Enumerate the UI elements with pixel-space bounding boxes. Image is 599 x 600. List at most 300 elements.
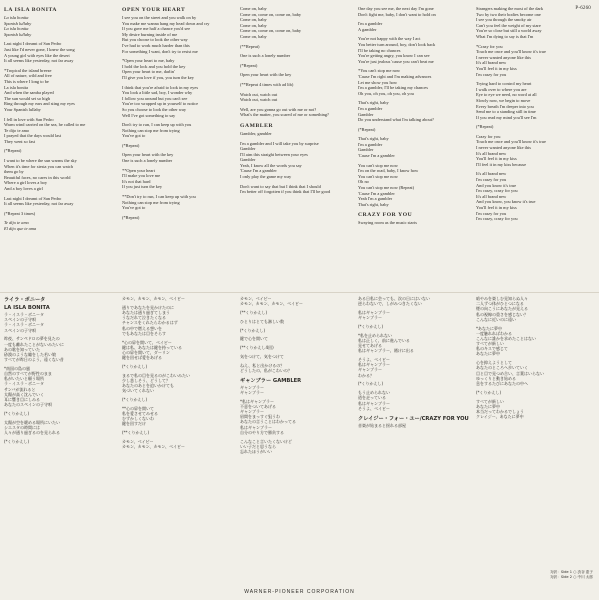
lyric-line: 少し悲しそう、どうして？ [122, 377, 170, 383]
bottom-columns-1 [4, 296, 116, 448]
lyric-line: Come on, baby [240, 33, 267, 39]
song-title: クレイジー・フォー・ユー/CRAZY FOR YOU [358, 415, 469, 422]
lyric-line: I'm crazy for you [476, 71, 507, 77]
lyric-line: Nothing can stop me from trying [122, 127, 180, 133]
lyric-line: あなたのスペインの子守唄 [4, 402, 52, 408]
lyric-line: Watch out, watch out [240, 91, 278, 97]
lyric-line: You've got to [122, 205, 146, 211]
lyric-line: La isla bonita [4, 84, 28, 90]
lyric-line: むずかしくないわ [122, 416, 154, 422]
lyric-line: Just like I'd never gone, I knew the song [4, 46, 75, 52]
lyric-line: Last night I dreamt of San Pedro [4, 41, 62, 47]
lyric-line: Two by two their bodies become one [476, 11, 541, 17]
lyric-line: あなたの言うことはわかってる [240, 419, 296, 425]
lyric-line: 'Cause I'm a gambler [240, 168, 277, 174]
lyric-line: I'll aim this straight between your eyes [240, 151, 308, 157]
lyric-line: こんなに近いのに遠い [476, 316, 516, 322]
lyric-line: 音楽が始まると揺れる部屋 [358, 422, 406, 428]
lyric-line: あなたに夢中 [476, 351, 500, 357]
lyric-line: Come on, baby [240, 17, 267, 23]
stanza-gap [4, 232, 116, 236]
lyric-line: 心を抑えようとして [476, 360, 512, 366]
lyric-line: I never wanted anyone like this [476, 145, 531, 151]
stanza-gap [122, 220, 234, 224]
lyric-line: 自然のすべてが野性のまま [4, 371, 52, 377]
song-title: GAMBLER [240, 122, 274, 129]
lyric-line: あの歌を知っていた [4, 346, 40, 352]
lyric-line: 鍵を回すだけ [122, 421, 146, 427]
lyric-line: I'm a gambler, I'll be taking my chances [358, 85, 428, 91]
lyric-line: (*Repeat 3 times) [4, 210, 36, 216]
lyric-line: One is such a lonely number [122, 158, 173, 164]
lyric-line: Come on, baby [240, 22, 267, 28]
lyric-line: A gambler [358, 26, 377, 32]
lyric-line: 忘れたほうがいい [240, 448, 272, 454]
lyric-line: いい子だと思うなら [240, 443, 276, 449]
lyric-line: 道を走っている [358, 395, 386, 401]
lyric-line: One is such a lonely number [240, 53, 291, 59]
top-columns-3 [240, 6, 352, 199]
lyric-line: I'm better off forgotten if you think that I'll be good [240, 189, 331, 195]
lyric-line: そうよ、ベイビー [358, 357, 390, 363]
lyric-line: こんなこと言いたくないけど [240, 438, 292, 444]
lyric-line: Crazy for you [476, 133, 501, 139]
lyric-line: You can't stop me now (Repeat) [358, 185, 415, 191]
stanza-gap [358, 428, 470, 432]
lyric-line: Strangers making the most of the dark [476, 6, 544, 11]
bottom-columns-4 [358, 296, 470, 431]
lyric-line: カモン、ベイビー [122, 438, 154, 444]
lyric-line: (*くりかえし) [4, 438, 30, 444]
lyric-line: But you choose to look the other way [122, 37, 188, 43]
song-title: LA ISLA BONITA [4, 305, 50, 311]
lyric-line: I see you through the smoky air [476, 17, 532, 23]
lyric-line: スペインの子守唄 [4, 317, 36, 323]
lyric-line: Trying hard to control my heart [476, 81, 532, 87]
lyric-line: 'Cause I'm a gambler [358, 190, 395, 196]
top-columns-5 [476, 6, 588, 226]
lyric-line: Last night I dreamt of San Pedro [4, 195, 62, 201]
lyric-line: Eye to eye we need, no word at all [476, 92, 537, 98]
song-title: LA ISLA BONITA [4, 7, 58, 13]
bottom-columns-2 [122, 296, 234, 453]
stanza-gap [240, 454, 352, 458]
lyric-line: (*Repeat) [122, 142, 140, 148]
lyric-line: *あなたに夢中 [476, 325, 502, 331]
lyric-line: I think that you're afraid to look in my eyes [122, 84, 199, 90]
lyric-line: 太陽が高く沈んでいく [4, 391, 44, 397]
lyric-line: Open your heart with the key [122, 152, 174, 158]
lyric-line: カモン、カモン、カモン、ベイビー [240, 301, 303, 307]
top-columns-1 [4, 6, 116, 236]
lyric-line: I'm a gambler [358, 141, 383, 147]
lyric-line: 気づいてくれない [122, 388, 154, 394]
lyric-line: ねえ、私と出かけるの？ [240, 362, 285, 368]
lyric-line: I never wanted anyone like this [476, 54, 531, 60]
lyric-line: こんなに誰かを求めたことはない [476, 335, 536, 341]
lyric-line: カモン、カモン、カモン、ベイビー [122, 444, 185, 450]
lyric-line: What's the matter, you scared of me or something? [240, 112, 330, 118]
lyric-line: Send me to a standing still in time [476, 109, 536, 115]
lyric-line: A young girl with eyes like the desert [4, 52, 70, 58]
lyric-line: ギャンブラー [358, 367, 382, 373]
lyric-line: Touch me once and you'll know it's true [476, 139, 546, 145]
lyric-line: うなだれて泣きたくなる [122, 315, 166, 321]
lyric-line: 'Cause I'm a gambler [358, 153, 395, 159]
lyric-line: I'm crazy for you [476, 177, 507, 183]
lyric-line: Well, are you gonna go out with me or not? [240, 106, 317, 112]
lyric-line: It all seems like yesterday, not far away [4, 58, 74, 64]
lyric-line: Gambler, gambler [240, 130, 272, 136]
lyric-line: You'll feel it in my kiss [476, 65, 517, 71]
lyric-line: I'm crazy, crazy for you [476, 188, 518, 194]
lyric-line: (**くりかえし) [122, 430, 150, 436]
lyric-line: すべてが新しい [476, 398, 504, 404]
lyric-line: (**くりかえし4回) [240, 345, 274, 351]
lyric-line: 太陽が空を暖める場所にいたい [4, 419, 60, 425]
lyric-line: チャンスをくれたらわかるはず [122, 320, 178, 326]
lyric-line: **Don't try to run, I can keep up with you [122, 194, 196, 200]
lyric-line: *Open your heart to me, baby [122, 58, 175, 64]
lyric-line: Oh no [358, 179, 369, 185]
lyric-line: ラ・イスラ・ボニータ [4, 322, 44, 328]
lyric-line: I prayed that the days would last [4, 133, 62, 139]
lyric-line: あなたは通り過ぎてしまう [122, 309, 170, 315]
lyric-line: You can't stop me now [358, 162, 398, 168]
lyric-line: あなたのところへ歩いていく [476, 365, 528, 371]
lyric-line: I see you on the street and you walk on by [122, 15, 197, 20]
lyric-line: I hold the lock and you hold the key [122, 63, 186, 69]
lyric-line: シエスタの時間には [4, 424, 40, 430]
lyric-line: They went so fast [4, 138, 36, 144]
lyric-line: カモン、カモン、カモン、ベイビー [122, 296, 185, 301]
lyric-line: *私はギャンブラー [240, 398, 274, 404]
lyric-line: You're just jealous 'cause you can't beat me [358, 58, 434, 64]
lyric-line: 一度触れればわかる [476, 330, 512, 336]
lyric-line: Can't you feel the weight of my stare [476, 22, 541, 28]
song-title: ライラ・ボニータ [4, 297, 46, 303]
lyric-line: Don't try to run, I can keep up with you [122, 122, 192, 128]
lyric-line: You look a little sad, boy, I wonder why [122, 90, 193, 96]
lyric-line: Every breath I'm deeper into you [476, 103, 534, 109]
lyric-line: カモン、ベイビー [240, 296, 272, 301]
lyric-line: *心の扉を開いて、ベイビー [122, 339, 172, 345]
lyric-line: ギャンブラー [240, 389, 264, 395]
lyric-line: 私の視線の重さを感じない？ [476, 311, 528, 317]
english-lyrics-section [4, 6, 595, 288]
lyric-line: **心の扉を開いて [122, 405, 154, 411]
lyric-line: ギャンブラー [240, 408, 264, 414]
lyric-line: them go by [4, 169, 24, 175]
lyric-line: El dijo que te ama [4, 226, 37, 231]
song-title: ギャンブラー GAMBLER [240, 377, 302, 384]
catalog-number: P-6260 [575, 6, 591, 11]
lyric-line: Open your heart to me, darlin' [122, 69, 175, 75]
lyric-line: So you choose to look the other way [122, 106, 187, 112]
lyric-line: It's not that hard [122, 178, 151, 184]
lyric-line: Your Spanish lullaby [4, 106, 41, 112]
lyric-line: For something I want, don't try to resist me [122, 48, 198, 54]
lyric-line: (*くりかえし) [358, 381, 384, 387]
lyric-line: 息をするたびにあなたの中へ [476, 381, 528, 386]
lyric-line: **Open your heart [122, 167, 155, 173]
lyric-line: Gambler [240, 146, 256, 152]
lyric-line: I'm crazy for you [476, 210, 507, 216]
bottom-columns-3 [240, 296, 352, 458]
top-columns-2 [122, 6, 234, 224]
lyric-line: 私の中で燃える想いを [122, 325, 162, 331]
lyric-line: 人々が通り過ぎるのを見られる [4, 430, 60, 436]
lyric-line: Nothing can stop me from trying [122, 199, 180, 205]
lyric-line: *Tropical the island breeze [4, 67, 52, 73]
lyric-line: Warm wind carried on the sea, he called to me [4, 122, 86, 128]
lyric-line: 砂漠のような瞳をした若い娘 [4, 351, 56, 357]
lyric-line: And when the samba played [4, 90, 54, 96]
lyric-line: Don't want to say that but I think that I should [240, 183, 321, 189]
lyric-line: I've had to work much harder than this [122, 42, 190, 48]
lyric-line: あなたに夢中 [476, 403, 500, 409]
section-divider [0, 292, 599, 293]
lyric-line: It all seems like yesterday, not far away [4, 201, 74, 207]
lyric-line: ギャンブラー [240, 384, 264, 390]
lyric-line: Let me show you how [358, 79, 398, 85]
lyric-line: (*くりかえし) [4, 410, 30, 416]
credit-line: 対訳：Side 1 ○ 渋谷 恵子 [550, 570, 593, 574]
lyric-line: That's right, baby [358, 100, 389, 106]
lyric-line: When it's time for siesta you can watch [4, 163, 73, 169]
lyric-line: I fell in love with San Pedro [4, 116, 54, 122]
lyric-line: La isla bonita [4, 15, 29, 20]
lyric-line: You'll feel it in my kiss [476, 205, 517, 210]
lyric-line: I'll give you love if you, you turn the key [122, 74, 195, 80]
lyric-line: (*くりかえし) [122, 396, 148, 402]
lyric-line: Gambler [358, 147, 374, 153]
lyric-line: 私のキスで感じて [476, 346, 508, 352]
lyric-line: Come on, come on, come on, baby [240, 11, 302, 17]
lyric-line: You're so close but still a world away [476, 28, 542, 34]
lyric-line: I walk over to where you are [476, 86, 527, 92]
lyric-line: Where a girl loves a boy [4, 180, 48, 186]
lyric-line: もう止められない [358, 390, 390, 396]
lyric-line: ラ・イスラ・ボニータ [4, 381, 44, 387]
lyric-line: ある日私に会っても、次の日にはいない [358, 296, 430, 301]
stanza-gap [240, 195, 352, 199]
bottom-columns-5 [476, 296, 588, 423]
lyric-line: All of nature, wild and free [4, 73, 52, 79]
lyric-line: 通りであなたを見かけたのに [122, 304, 174, 310]
lyric-line: It's all brand new [476, 193, 507, 199]
lyric-line: スペインの子守唄 [4, 327, 36, 333]
lyric-line: (**Repeat) [240, 43, 260, 49]
lyric-line: まるで私の目を見るのがこわいみたい [122, 372, 190, 378]
lyric-line: And you know, you know it's true [476, 199, 536, 205]
lyric-line: 私はギャンブラー [358, 309, 390, 315]
lyric-line: You can't stop me now [358, 173, 398, 179]
lyric-line: Gambler [240, 157, 256, 163]
lyric-line: It's all brand new [476, 60, 507, 66]
lyric-line: I'm on the road, baby, I know how [358, 168, 419, 174]
lyric-line: ギャンブラー [358, 315, 382, 321]
stanza-gap [4, 444, 116, 448]
lyric-line: Touch me once and you'll know it's true [476, 49, 546, 55]
lyric-line: (*くりかえし) [358, 323, 384, 329]
lyric-line: *私を止められない [358, 332, 392, 338]
lyric-line: I'm crazy, crazy for you [476, 216, 518, 222]
lyric-line: Come on, baby [240, 6, 267, 11]
lyric-line: Te dijo te amo [4, 220, 29, 226]
lyric-line: 目と目で見つめ合い、言葉はいらない [476, 370, 544, 376]
lyric-line: I follow you around but you can't see [122, 95, 188, 101]
lyric-line: 一度も離れたことがないみたいに [4, 341, 64, 347]
lyric-line: The sun would set so high [4, 95, 50, 101]
lyric-line: My desire burning inside of me [122, 31, 178, 37]
lyric-line: (*Repeat) [240, 62, 258, 68]
lyric-line: It's all brand new [476, 150, 507, 156]
lyric-line: This is where I long to be [4, 78, 49, 84]
lyric-line: (**くりかえし) [240, 309, 268, 315]
lyric-line: Spanish lullaby [4, 20, 32, 26]
lyric-line: 鍵を回せば愛をあげる [122, 355, 162, 361]
lyric-line: 私はギャンブラー [240, 424, 272, 430]
lyric-line: You'll feel it in my kiss [476, 156, 517, 162]
lyric-line: (*Repeat) [122, 214, 140, 220]
lyric-line: ゆっくりと動き始める [476, 375, 516, 381]
lyric-line: You're not happy with the way I act [358, 36, 421, 42]
lyric-line: *Crazy for you [476, 43, 503, 49]
top-columns-4 [358, 6, 470, 230]
lyric-line: And you know it's true [476, 182, 517, 188]
credit-line: 対訳：Side 2 ○ 中川 太郎 [550, 574, 593, 579]
lyric-line: I want to be where the sun warms the sky [4, 158, 77, 164]
lyric-line: I'll be taking no chances [358, 47, 401, 53]
lyric-line: 逆らわないで、しがみつきたくない [358, 301, 422, 307]
lyric-line: It's all brand new [476, 171, 507, 177]
lyric-line: 私はギャンブラー [358, 400, 390, 406]
lyric-line: 昨夜、サンペドロの夢を見たの [4, 336, 60, 342]
lyric-line: You make me wanna hang my head down and cry [122, 20, 210, 26]
lyric-line: If you gave me half a chance you'd see [122, 26, 191, 32]
stanza-gap [358, 226, 470, 230]
lyric-line: (**Repeat 4 times with ad lib) [240, 81, 294, 87]
lyric-line: クレイジー、あなたに夢中 [476, 414, 524, 420]
lyric-line: If you just turn the key [122, 184, 163, 190]
translation-credits [550, 570, 593, 579]
lyric-line: 見せてあげる [358, 343, 382, 349]
lyric-line: 私はギャンブラー、賭けに出る [358, 348, 414, 354]
lyric-line: Spanish lullaby [4, 31, 32, 37]
lyric-line: 暗やみを楽しむ見知らぬ人々 [476, 296, 528, 301]
lyric-line: わかる？ [358, 372, 374, 378]
lyric-line: That's right, baby [358, 201, 389, 207]
lyric-line: ラ・イスラ・ボニータ [4, 312, 44, 317]
stanza-gap [122, 449, 234, 453]
lyric-line: (*くりかえし) [476, 389, 502, 395]
lyric-line: 心の扉を開いて、ダーリン [122, 349, 170, 355]
lyric-line: I'll make you love me [122, 173, 161, 179]
lyric-line: すべてが新しい [476, 341, 504, 347]
lyric-line: One day you see me, the next day I'm gone [358, 6, 434, 11]
lyric-line: If you read my mind you'll see I'm [476, 114, 537, 120]
lyric-line: Well I've got something to say [122, 112, 176, 118]
lyric-line: Slowly now, we begin to move [476, 97, 531, 103]
lyric-line: でもあなたは目をそらす [122, 330, 166, 336]
lyric-line: You've got to [122, 133, 146, 139]
lyric-line: I'm a gambler [358, 105, 383, 111]
lyric-line: サンバが流れると [4, 386, 36, 392]
lyric-line: Yeah I'm a gambler [358, 196, 393, 202]
lyric-line: La isla bonita [4, 26, 29, 32]
lyric-line: Gambler [358, 111, 374, 117]
lyric-line: ひとりはとても淋しい数 [240, 318, 284, 324]
lyric-line: I only play the game my way [240, 174, 292, 180]
lyric-line: You're getting angry, you know I can see [358, 53, 430, 59]
stanza-gap [476, 222, 588, 226]
lyric-line: And a boy loves a girl [4, 186, 43, 192]
lyric-line: 私はギャンブラー [358, 362, 390, 368]
lyric-line: *南国の島の風 [4, 365, 30, 371]
lyric-line: 'Cause I'm right and I'm making advances [358, 73, 432, 79]
lyric-line: You're too wrapped up in yourself to notice [122, 101, 199, 107]
lyric-line: 二人ずつ体がひとつになる [476, 301, 524, 307]
lyric-line: Do you understand what I'm talking about? [358, 117, 434, 123]
lyric-line: 私がいたいと願う場所 [4, 376, 44, 382]
lyric-line: 私を愛させてみせる [122, 410, 158, 416]
lyric-line: 気をつけて、気をつけて [240, 353, 284, 359]
japanese-lyrics-section [4, 296, 595, 592]
lyric-line: Don't fight me, baby, I don't want to hold on [358, 11, 436, 17]
lyric-line: (*Repeat) [358, 126, 376, 132]
lyric-line: Come on, come on, come on, baby [240, 28, 302, 34]
publisher-footer: WARNER-PIONEER CORPORATION [244, 589, 355, 595]
lyric-line: Open your heart with the key [240, 72, 292, 78]
lyric-line: I'm a gambler [358, 21, 383, 27]
lyric-line: そうよ、ベイビー [358, 405, 390, 411]
lyric-line: You better turn around, boy, don't look back [358, 41, 436, 47]
lyric-line: What I'm dying to say is that I'm [476, 33, 534, 39]
song-title: OPEN YOUR HEART [122, 7, 186, 13]
lyric-line: 煙の向こうにあなたが見える [476, 306, 528, 312]
lyric-line: (*Repeat) [476, 124, 494, 130]
lyric-line: どうしたの、私がこわいの？ [240, 367, 292, 373]
lyric-line: I'm a gambler and I will take you by surprise [240, 140, 319, 146]
lyric-line: (*くりかえし) [240, 327, 266, 333]
lyric-line: あなたのあとを追いかけても [122, 383, 174, 388]
lyric-line: 鍵は私、あなたは鍵を持っている [122, 344, 182, 350]
lyric-line: Swaying room as the music starts [358, 220, 417, 226]
lyric-line: 耳に響き目にしみる [4, 397, 40, 402]
lyric-line: 鍵で心を開いて [240, 336, 268, 342]
lyric-line: Watch out, watch out [240, 97, 278, 103]
lyric-line: Beautiful faces, no cares in this world [4, 174, 71, 180]
lyric-line: Yeah, I know all the words you say [240, 162, 302, 168]
song-title: CRAZY FOR YOU [358, 212, 413, 219]
stanza-gap [476, 419, 588, 423]
lyric-line: 眉間をまっすぐ狙うわ [240, 414, 280, 420]
lyric-line: Ring through my ears and sting my eyes [4, 101, 75, 107]
lyric-line: 不意をついてあげる [240, 403, 276, 409]
lyric-line: *You can't stop me now [358, 68, 401, 74]
lyric-line: すべてが昨日のよう、遠くない昔 [4, 357, 64, 363]
lyric-line: (*Repeat) [4, 148, 22, 154]
lyric-line: I'll feel it in my kiss because [476, 161, 527, 167]
lyric-line: (*くりかえし) [122, 363, 148, 369]
lyric-line: 私は正しく、前に進んでいる [358, 337, 410, 343]
lyric-line: That's right, baby [358, 136, 389, 142]
lyric-line: 自分のやり方で勝負する [240, 429, 284, 435]
lyric-line: Oh you, oh you, oh you, oh you [358, 90, 414, 96]
lyric-line: Te dijo te amo [4, 127, 30, 133]
lyric-line: 本当だってわかるでしょう [476, 408, 524, 414]
